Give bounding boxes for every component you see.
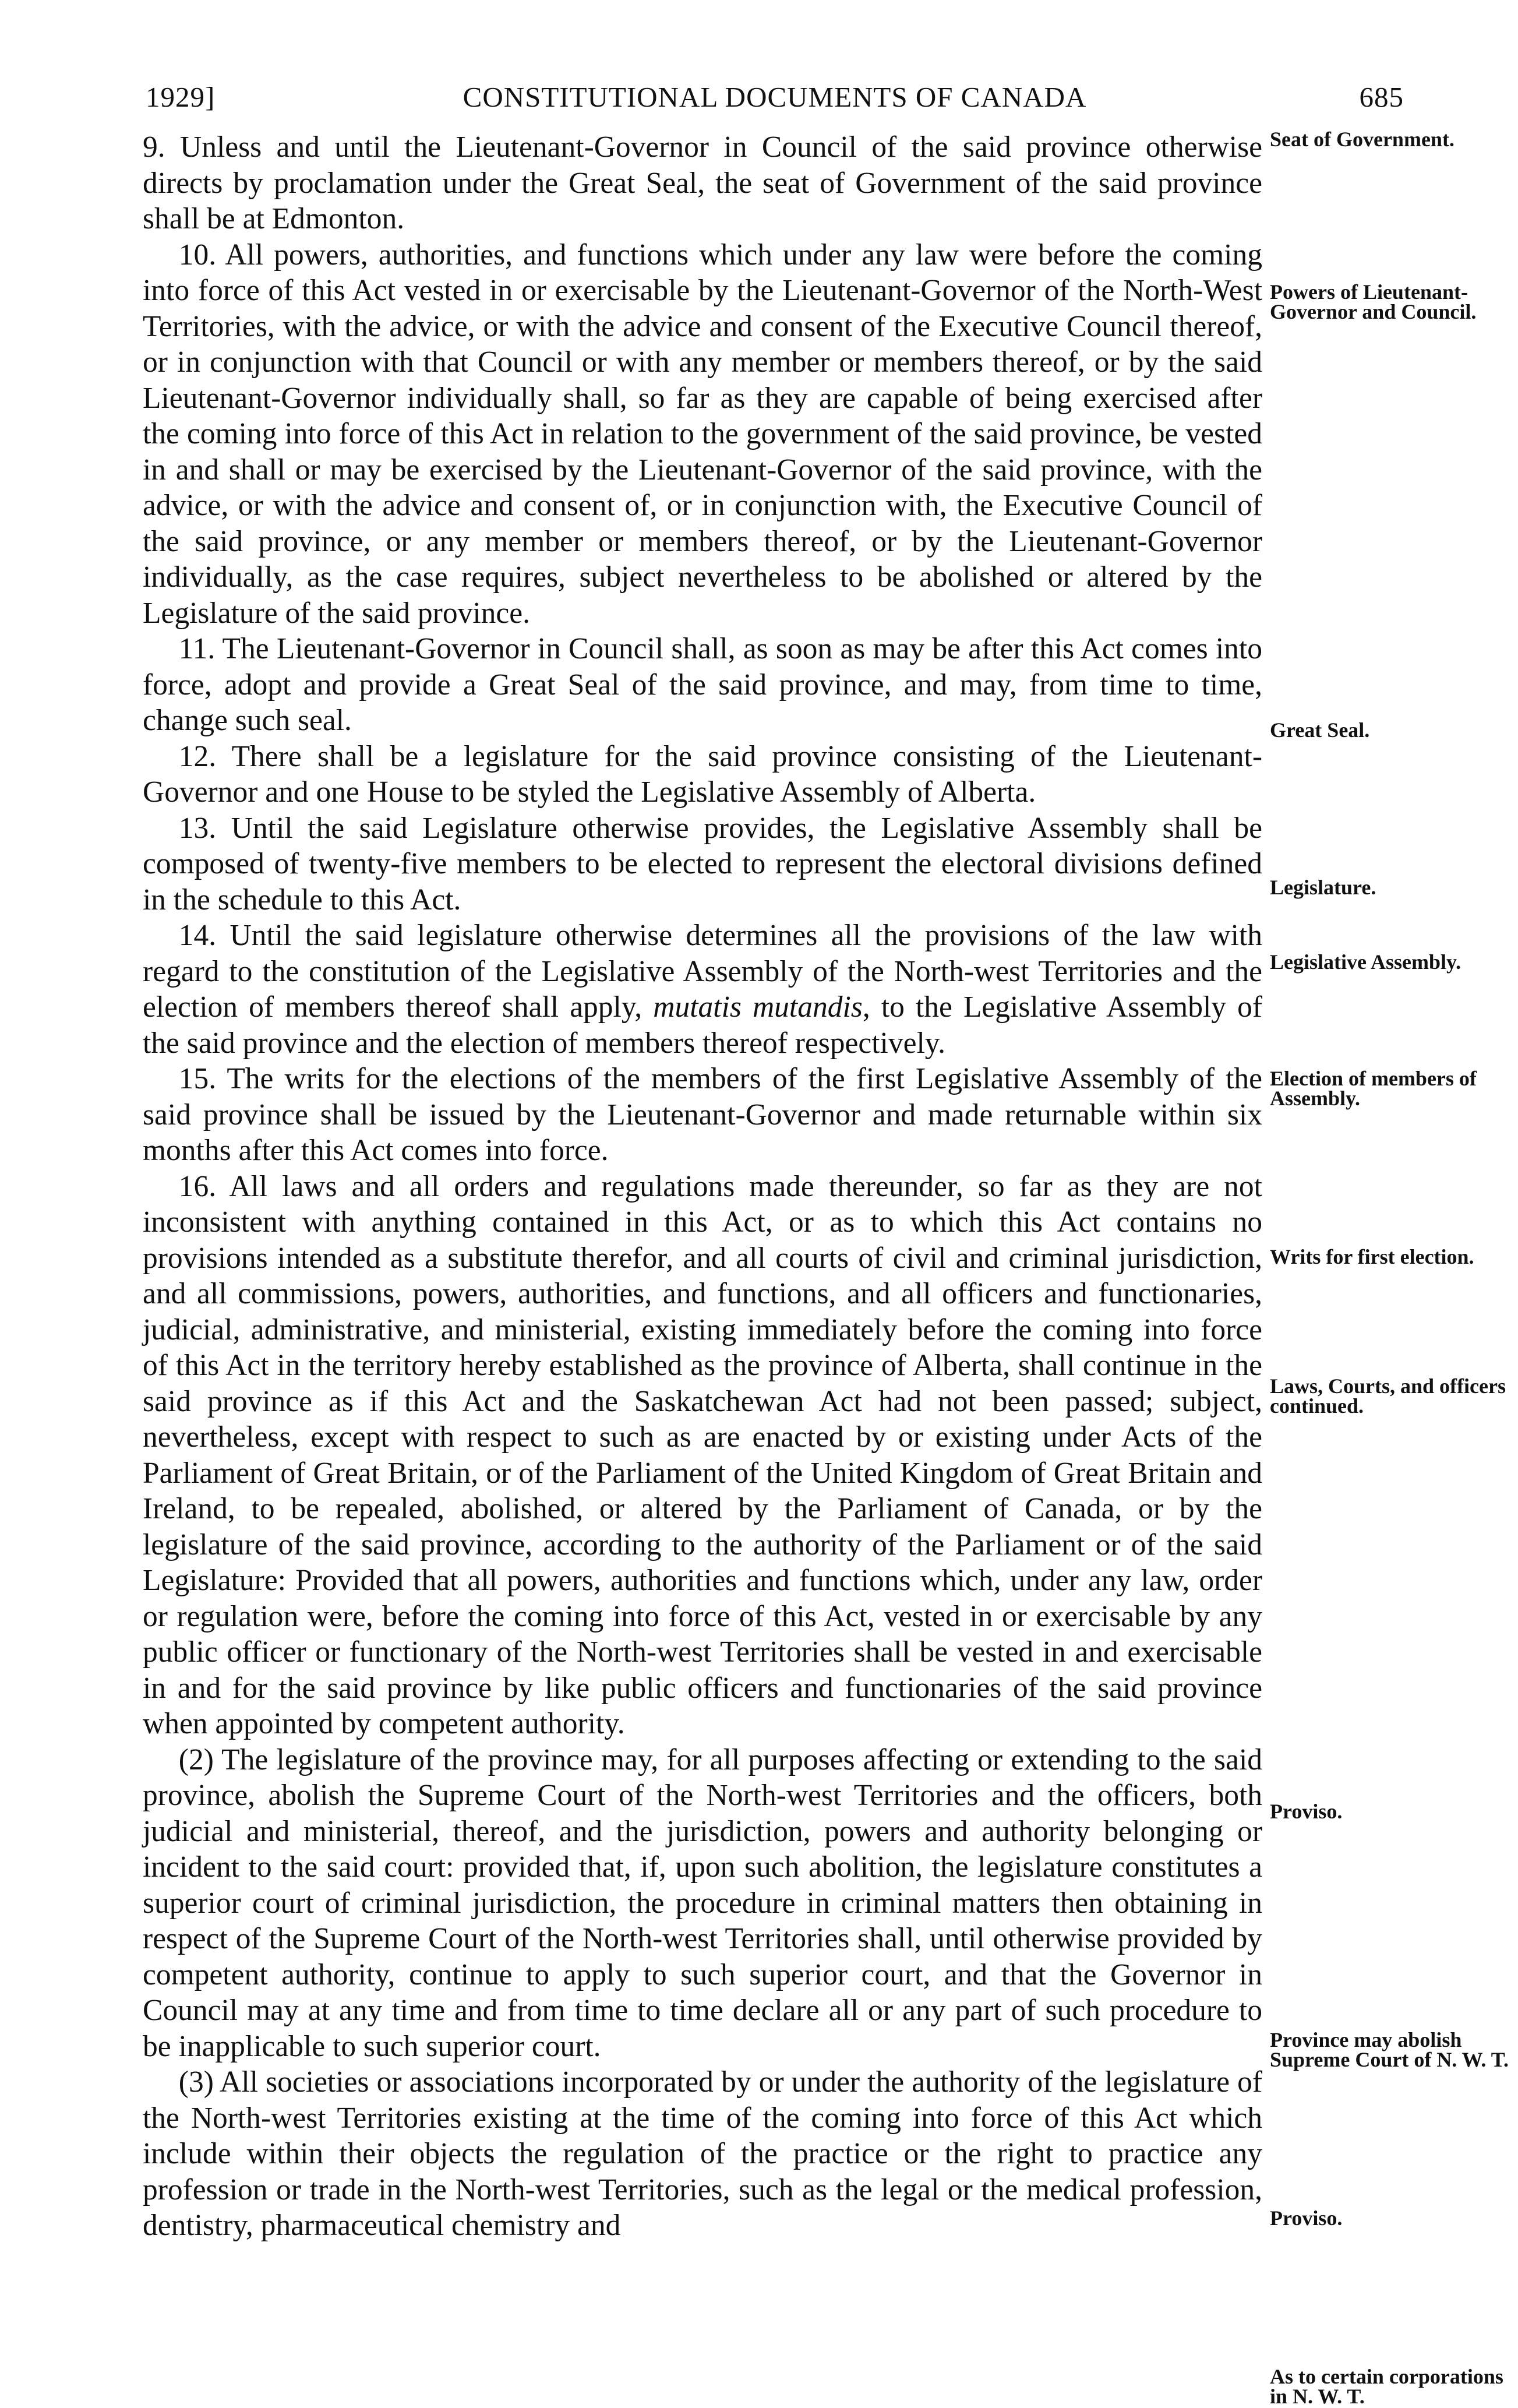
margin-note-laws: Laws, Courts, and officers continued. [1270, 1374, 1506, 1418]
section-14-latin: mutatis mutandis [653, 990, 863, 1024]
margin-note-assembly: Legislative Assembly. [1270, 950, 1461, 974]
margin-note-legislature: Legislature. [1270, 876, 1376, 899]
section-12: 12. There shall be a legislature for the said province consisting of the Lieutenant-Governor and one House to be styled the Legislative Assembly of Alberta. [143, 739, 1262, 809]
section-16-3: (3) All societies or associations incorporated by or under the authority of the legislature of the North-west Territories existing at the time of the coming into force of this Act which include within their objects the regulation of the practice or the right to practice any profession or trade in the North-west Territories, such as the legal or the medical profession, dentistry, pharmaceutical chemistry and [143, 2065, 1262, 2242]
margin-note-seat: Seat of Government. [1270, 128, 1455, 151]
page-number: 685 [1359, 81, 1404, 113]
section-16-2: (2) The legislature of the province may, for all purposes affecting or extending to the said province, abolish the Supreme Court of the North-west Territories and the officers, both judicial and ministerial, thereof, and the jurisdiction, powers and authority belonging or incident to the said court: provided that, if, upon such abolition, the legislature constitutes a superior court of criminal jurisdiction, the procedure in criminal matters then obtaining in respect of the Supreme Court of the North-west Territories shall, until otherwise provided by competent authority, continue to apply to such superior court, and that the Governor in Council may at any time and from time to time declare all or any part of such procedure to be inapplicable to such superior court. [143, 1743, 1262, 2063]
section-9: 9. Unless and until the Lieutenant-Governor in Council of the said province otherwise directs by proclamation under the Great Seal, the seat of Government of the said province shall be at Edmonton. [143, 131, 1262, 235]
section-13: 13. Until the said Legislature otherwise provides, the Legislative Assembly shall be composed of twenty-five members to be elected to represent the electoral divisions defined in the schedule to this Act. [143, 811, 1262, 916]
margin-note-seal: Great Seal. [1270, 718, 1370, 742]
margin-note-proviso-1: Proviso. [1270, 1800, 1343, 1823]
section-14-part-b: , to the Legislative Assembly of the said province and the election of members thereof respectively. [143, 990, 1263, 1060]
margin-note-corporations: As to certain corporations in N. W. T. [1270, 2365, 1503, 2408]
margin-note-powers: Powers of Lieutenant-Governor and Council. [1270, 280, 1477, 323]
margin-note-election: Election of members of Assembly. [1270, 1067, 1477, 1110]
header-title: CONSTITUTIONAL DOCUMENTS OF CANADA [463, 81, 1087, 113]
margin-note-writs: Writs for first election. [1270, 1245, 1474, 1268]
page-header [146, 80, 1404, 121]
margin-note-proviso-2: Proviso. [1270, 2206, 1343, 2230]
section-14-part-a: 14. Until the said legislature otherwise determines all the provisions of the law with regard to the constitution of the Legislative Assembly of the North-west Territories and the election of members thereof shall apply, [143, 919, 1262, 1024]
section-11: 11. The Lieutenant-Governor in Council shall, as soon as may be after this Act comes into force, adopt and provide a Great Seal of the said province, and may, from time to time, change such seal. [143, 632, 1262, 737]
header-year: 1929] [146, 81, 216, 113]
section-15: 15. The writs for the elections of the members of the first Legislative Assembly of the said province shall be issued by the Lieutenant-Governor and made returnable within six months after this Act comes into force. [143, 1062, 1262, 1167]
section-16: 16. All laws and all orders and regulations made thereunder, so far as they are not inconsistent with anything contained in this Act, or as to which this Act contains no provisions intended as a substitute therefor, and all courts of civil and criminal jurisdiction, and all commissions, powers, authorities, and functions, and all officers and functionaries, judicial, administrative, and ministerial, existing immediately before the coming into force of this Act in the territory hereby established as the province of Alberta, shall continue in the said province as if this Act and the Saskatchewan Act had not been passed; subject, nevertheless, except with respect to such as are enacted by or existing under Acts of the Parliament of Great Britain, or of the Parliament of the United Kingdom of Great Britain and Ireland, to be repealed, abolished, or altered by the Parliament of Canada, or by the legislature of the said province, according to the authority of the Parliament or of the said Legislature: Provided that all powers, authorities and functions which, under any law, order or regulation were, before the coming into force of this Act, vested in or exercisable by any public officer or functionary of the North-west Territories shall be vested in and exercisable in and for the said province by like public officers and functionaries of the said province when appointed by competent authority. [143, 1169, 1262, 1740]
margin-note-abolish: Province may abolish Supreme Court of N. W. T. [1270, 2028, 1509, 2071]
section-10: 10. All powers, authorities, and functions which under any law were before the coming into force of this Act vested in or exercisable by the Lieutenant-Governor of the North-West Territories, with the advice, or with the advice and consent of the Executive Council thereof, or in conjunction with that Council or with any member or members thereof, or by the said Lieutenant-Governor individually shall, so far as they are capable of being exercised after the coming into force of this Act in relation to the government of the said province, be vested in and shall or may be exercised by the Lieutenant-Governor of the said province, with the advice, or with the advice and consent of, or in conjunction with, the Executive Council of the said province, or any member or members thereof, or by the Lieutenant-Governor individually, as the case requires, subject nevertheless to be abolished or altered by the Legislature of the said province. [143, 238, 1262, 630]
section-14 [143, 918, 1262, 1061]
body-text [143, 129, 1262, 2244]
